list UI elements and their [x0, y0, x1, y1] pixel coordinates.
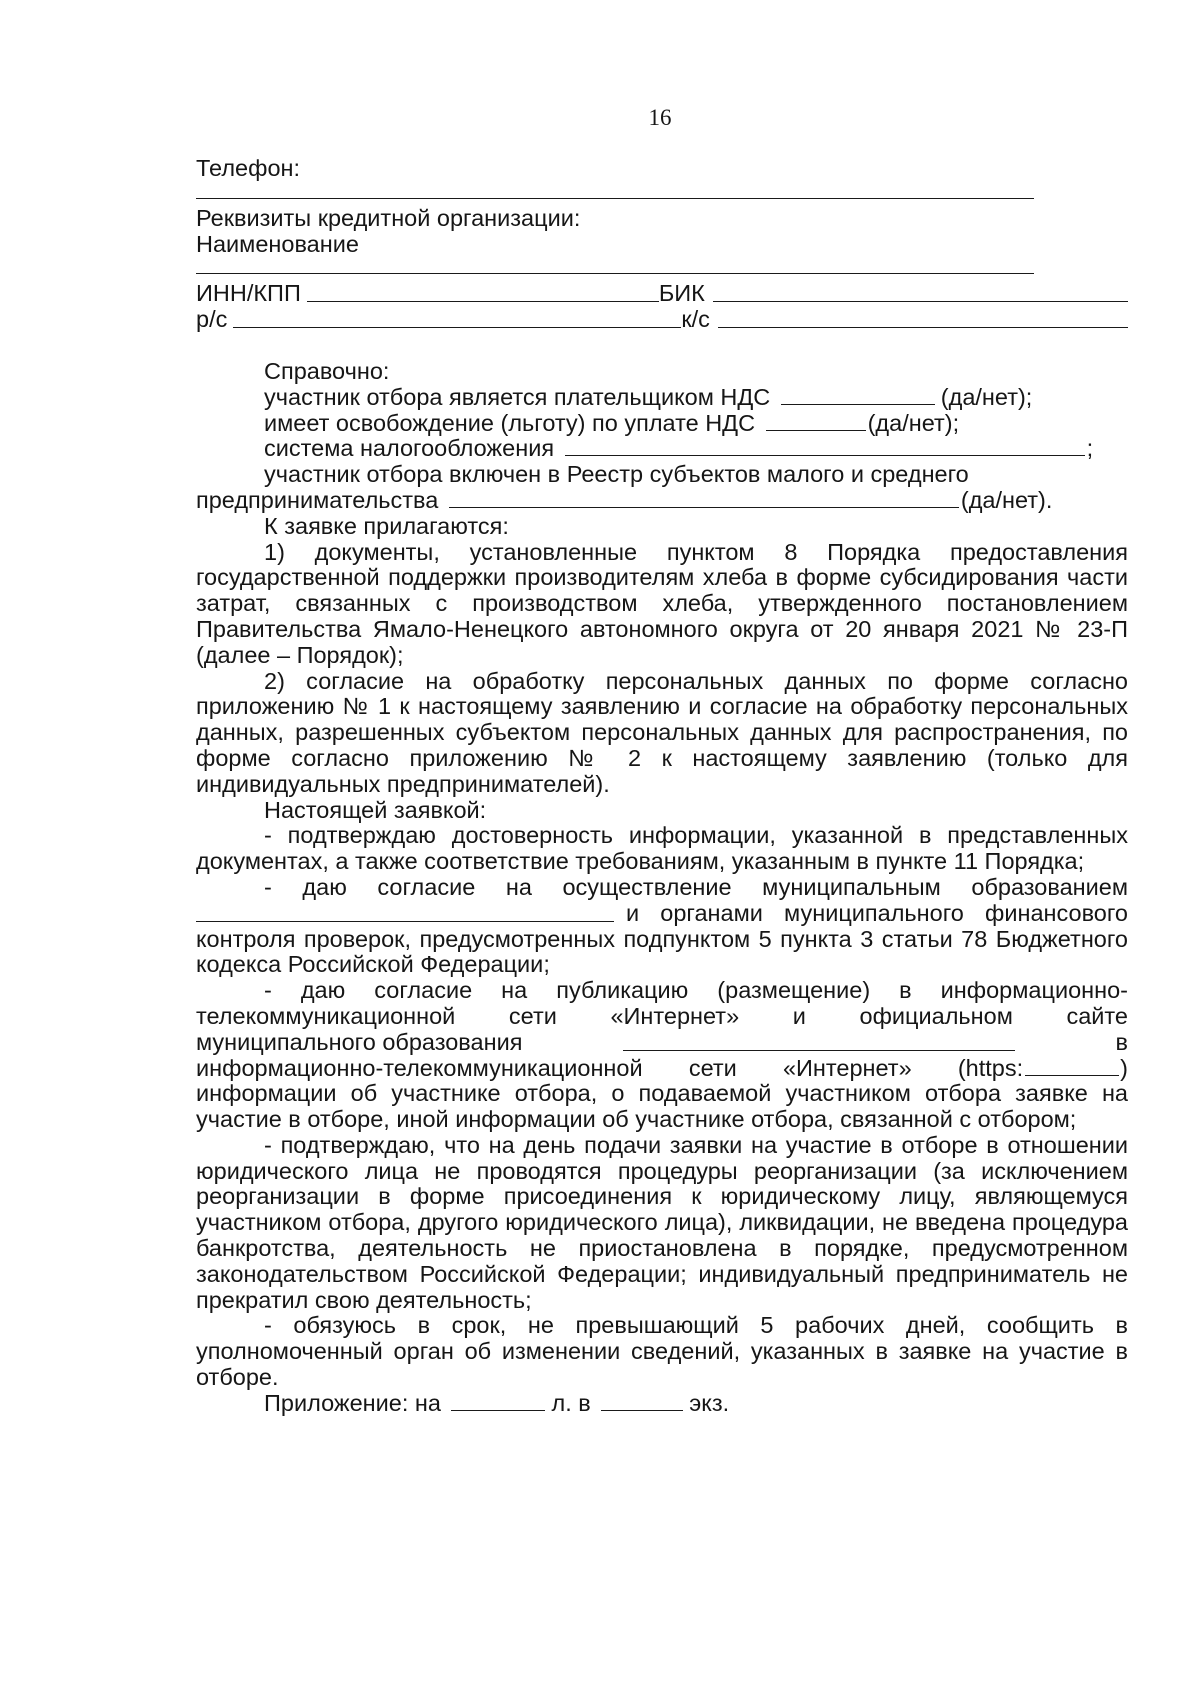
- vat-exempt-suffix: (да/нет);: [867, 409, 960, 436]
- vat-exempt-text: имеет освобождение (льготу) по уплате НДС: [264, 409, 756, 436]
- registry-field[interactable]: [449, 488, 959, 508]
- vat-exempt-field[interactable]: [766, 411, 866, 431]
- municipality-site-field[interactable]: [623, 1031, 1015, 1051]
- statement-3-line3-text: муниципального образования: [196, 1028, 523, 1055]
- inn-bik-row: [196, 281, 1128, 307]
- attachments-heading: К заявке прилагаются:: [264, 512, 509, 539]
- phone-label: Телефон:: [196, 155, 301, 181]
- vat-payer-text: участник отбора является плательщиком НДС: [264, 383, 771, 410]
- bik-label: БИК: [658, 280, 705, 307]
- statement-3-line3-end: в: [1115, 1028, 1128, 1055]
- statement-3-line3: [196, 1030, 1128, 1056]
- statement-3-line4: [196, 1056, 1128, 1082]
- page-number: 16: [648, 105, 672, 130]
- statement-5: - обязуюсь в срок, не превышающий 5 рабочих дней, сообщить в уполномоченный орган об изменении сведений, указанных в заявке на участие в отборе.: [196, 1312, 1128, 1391]
- bank-name-field[interactable]: [196, 273, 1034, 274]
- phone-field[interactable]: [196, 198, 1034, 199]
- registry-text: предпринимательства: [196, 486, 439, 513]
- rs-ks-row: [196, 307, 1128, 333]
- tax-system-suffix: ;: [1086, 435, 1094, 462]
- vat-payer-suffix: (да/нет);: [940, 383, 1033, 410]
- vat-payer-field[interactable]: [781, 385, 935, 405]
- appendix-pages-field[interactable]: [451, 1391, 545, 1411]
- statement-2-line2: [196, 901, 1128, 927]
- appendix-prefix: Приложение: на: [264, 1389, 441, 1416]
- bik-field[interactable]: [713, 282, 1128, 302]
- rs-label: р/с: [196, 306, 228, 333]
- registry-line2: [196, 488, 1128, 514]
- bank-title: Реквизиты кредитной организации:: [196, 204, 581, 231]
- registry-suffix: (да/нет).: [960, 486, 1053, 513]
- statement-3-line2: телекоммуникационной сети «Интернет» и официальном сайте: [196, 1002, 1128, 1029]
- statement-2-line1: - даю согласие на осуществление муниципальным образованием: [264, 873, 1128, 900]
- vat-exempt-line: [196, 411, 1128, 437]
- appendix-copies-field[interactable]: [601, 1391, 683, 1411]
- website-url-field[interactable]: [1025, 1056, 1119, 1076]
- ks-label: к/с: [681, 306, 710, 333]
- ks-field[interactable]: [718, 308, 1128, 328]
- statement-3-line4-end: ): [1120, 1054, 1128, 1081]
- appendix-suffix: экз.: [689, 1389, 730, 1416]
- attachment-item-2: 2) согласие на обработку персональных данных по форме согласно приложению № 1 к настоящему заявлению и согласие на обработку персональных данных, разрешенных субъектом персональных данных для распространения, по форме согласно приложению № 2 к настоящему заявлению (только для индивидуальных предпринимателей).: [196, 667, 1128, 797]
- statement-2-rest: контроля проверок, предусмотренных подпунктом 5 пункта 3 статьи 78 Бюджетного кодекса Российской Федерации;: [196, 925, 1128, 978]
- statement-3-rest: информации об участнике отбора, о подаваемой участником отбора заявке на участие в отборе, иной информации об участнике отбора, связанной с отбором;: [196, 1080, 1128, 1133]
- bank-name-label: Наименование: [196, 230, 359, 257]
- appendix-middle: л. в: [551, 1389, 591, 1416]
- vat-payer-line: [196, 385, 1128, 411]
- tax-system-field[interactable]: [565, 436, 1085, 456]
- info-heading: Справочно:: [264, 357, 390, 384]
- inn-field[interactable]: [307, 282, 659, 302]
- statement-1: - подтверждаю достоверность информации, указанной в представленных документах, а также соответствие требованиям, указанным в пункте 11 Порядка;: [196, 822, 1128, 875]
- statement-4: - подтверждаю, что на день подачи заявки на участие в отборе в отношении юридического лица не проводятся процедуры реорганизации (за исключением реорганизации в форме присоединения к юридическому лицу, являющемуся участником отбора, другого юридического лица), ликвидации, не введена процедура банкротства, деятельность не приостановлена в порядке, предусмотренном законодательством Российской Федерации; индивидуальный предприниматель не прекратил свою деятельность;: [196, 1131, 1128, 1313]
- rs-field[interactable]: [233, 308, 681, 328]
- statement-2-line2-text: и органами муниципального финансового: [626, 899, 1128, 926]
- statements-heading: Настоящей заявкой:: [264, 796, 487, 823]
- inn-label: ИНН/КПП: [196, 280, 301, 307]
- municipality-field[interactable]: [196, 902, 614, 922]
- tax-system-text: система налогообложения: [264, 435, 555, 462]
- attachment-item-1: 1) документы, установленные пунктом 8 Порядка предоставления государственной поддержки производителям хлеба в форме субсидирования части затрат, связанных с производством хлеба, утвержденного постановлением Правительства Ямало-Ненецкого автономного округа от 20 января 2021 № 23-П (далее – Порядок);: [196, 538, 1128, 668]
- statement-3-line1: - даю согласие на публикацию (размещение) в информационно-: [264, 977, 1128, 1004]
- statement-3-line4-text: информационно-телекоммуникационной сети «Интернет» (https:: [196, 1054, 1024, 1081]
- appendix-line: [196, 1391, 1128, 1417]
- form-content: [196, 156, 1128, 1417]
- tax-system-line: [196, 436, 1128, 462]
- registry-line1: участник отбора включен в Реестр субъектов малого и среднего: [264, 461, 969, 488]
